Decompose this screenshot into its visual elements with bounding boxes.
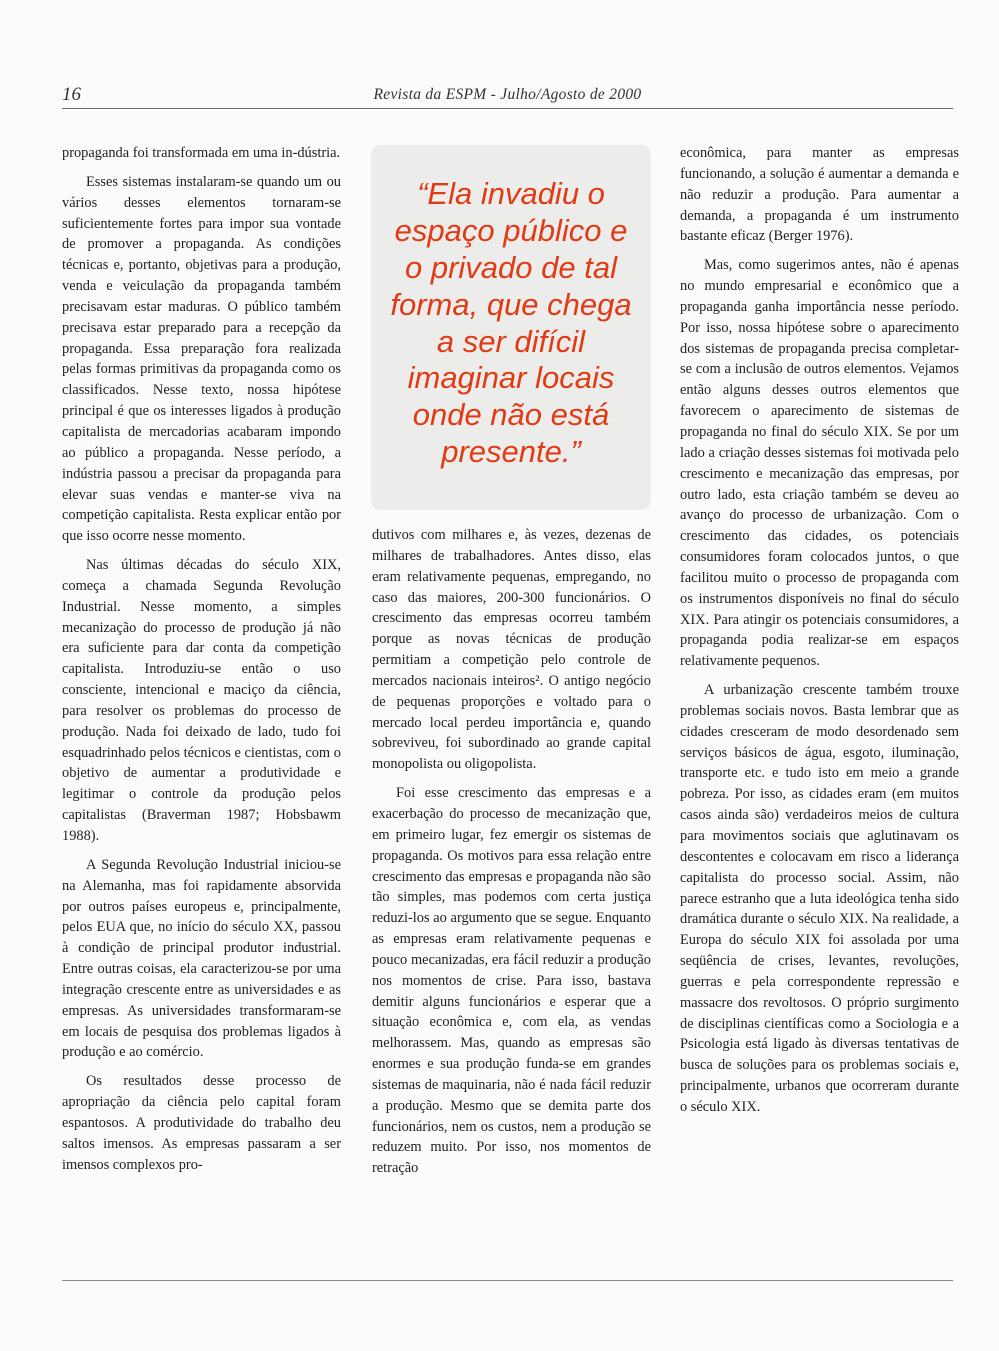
paragraph: econômica, para manter as empresas funcionando, a solução é aumentar a demanda e não reduzir a produção. Para aumentar a demanda, a propaganda é um instrumento bastante eficaz (Berger 1976). <box>680 145 959 245</box>
paragraph: A Segunda Revolução Industrial iniciou-se na Alemanha, mas foi rapidamente absorvida por outros países europeus e, principalmente, pelos EUA que, no início do século XX, passou à condição de principal produtor industrial. Entre outras coisas, ela caracterizou-se por uma integração crescente entre as universidades e as empresas. As universidades transformaram-se em locais de pesquisa dos problemas ligados à produção e ao comércio. <box>62 856 341 1061</box>
paragraph: Os resultados desse processo de apropriação da ciência pelo capital foram espantosos. A produtividade do trabalho deu saltos imensos. As empresas passaram a ser imensos complexos pro- <box>62 1073 341 1173</box>
running-title: Revista da ESPM - Julho/Agosto de 2000 <box>373 86 642 103</box>
page-number: 16 <box>62 84 81 105</box>
paragraph: dutivos com milhares e, às vezes, dezenas de milhares de trabalhadores. Antes disso, elas eram relativamente pequenas, empregando, no caso das maiores, 200-300 funcionários. O crescimento das empresas ocorreu também porque as novas técnicas de produção permitiam a competição pelo controle de mercados nacionais inteiros². O antigo negócio de pequenas proporções e voltado para o mercado local perdeu importância e, quando sobreviveu, foi subordinado ao grande capital monopolista ou oligopolista. <box>372 527 651 773</box>
page-header <box>62 82 953 109</box>
footer-divider <box>62 1280 953 1281</box>
paragraph: Foi esse crescimento das empresas e a exacerbação do processo de mecanização que, em primeiro lugar, fez emergir os sistemas de propaganda. Os motivos para essa relação entre crescimento das empresas e propaganda não são tão simples, mas podemos com certa justiça reduzi-los ao argumento que se segue. Enquanto as empresas eram relativamente pequenas e pouco mecanizadas, era fácil reduzir a produção nos momentos de crise. Para isso, bastava demitir alguns funcionários e esperar que a situação econômica e, com ela, as vendas melhorassem. Mas, quando as empresas são enormes e sua produção funda-se em grandes sistemas de maquinaria, não é nada fácil reduzir a produção. Mesmo que se demita parte dos funcionários, nem os custos, nem a produção se reduzem muito. Por isso, nos momentos de retração <box>372 785 651 1177</box>
paragraph: Nas últimas décadas do século XIX, começa a chamada Segunda Revolução Industrial. Nesse momento, a simples mecanização do processo de produção já não era suficiente para dar conta da competição capitalista. Introduziu-se então o uso consciente, intencional e maciço da ciência, para resolver os problemas do processo de produção. Nada foi deixado de lado, tudo foi esquadrinhado pelos técnicos e cientistas, com o objetivo de aumentar a produtividade e legitimar o controle da produção pelos capitalistas (Braverman 1987; Hobsbawm 1988). <box>62 557 341 844</box>
text-column-3 <box>680 143 959 1126</box>
paragraph: propaganda foi transformada em uma in-dústria. <box>62 145 341 161</box>
paragraph: A urbanização crescente também trouxe problemas sociais novos. Basta lembrar que as cidades cresceram de modo desordenado sem serviços básicos de água, esgoto, iluminação, transporte etc. e tudo isto em meio a grande pobreza. Por isso, as cidades eram (em muitos casos ainda são) verdadeiros meios de cultura para movimentos sociais que aglutinavam os descontentes e colocavam em risco a liderança capitalista do processo social. Assim, não parece estranho que a luta ideológica tenha sido dramática durante o século XIX. Na realidade, a Europa do século XIX foi assolada por uma seqüência de crises, levantes, revoluções, guerras e pela correspondente repressão e massacre dos revoltosos. O próprio surgimento de disciplinas científicas como a Sociologia e a Psicologia está ligado às diversas tentativas de busca de soluções para os problemas sociais e, principalmente, urbanos que ocorreram durante o século XIX. <box>680 682 959 1115</box>
text-column-2 <box>372 525 651 1187</box>
paragraph: Mas, como sugerimos antes, não é apenas no mundo empresarial e econômico que a propaganda ganha importância nesse período. Por isso, nossa hipótese sobre o aparecimento dos sistemas de propaganda precisa completar-se com a inclusão de outros elementos. Vejamos então alguns desses outros elementos que favorecem o aparecimento de sistemas de propaganda no final do século XIX. Se por um lado a criação desses sistemas foi motivada pelo crescimento e mecanização das empresas, por outro lado, esta criação também se deveu ao avanço do processo de urbanização. Com o crescimento das cidades, os potenciais consumidores foram colocados juntos, o que facilitou muito o processo de propaganda com os instrumentos disponíveis no final do século XIX. Para atingir os potenciais consumidores, a propaganda podia realizar-se em espaços relativamente pequenos. <box>680 257 959 670</box>
pull-quote: “Ela invadiu o espaço público e o privado de tal forma, que chega a ser difícil imaginar locais onde não está presente.” <box>390 176 632 469</box>
paragraph: Esses sistemas instalaram-se quando um ou vários desses elementos tornaram-se suficientemente fortes para impor sua vontade de promover a propaganda. As condições técnicas e, portanto, objetivas para a produção, venda e veiculação da propaganda também precisavam estar maduras. O público também precisava estar preparado para a recepção da propaganda. Essa preparação fora realizada pelas formas primitivas da propaganda como os classificados. Nesse texto, nossa hipótese principal é que os interesses ligados à produção capitalista de mercadorias acabaram impondo ao público a propaganda. Nesse período, a indústria passou a precisar da propaganda para elevar suas vendas e manter-se viva na competição capitalista. Resta explicar então por que isso ocorre nesse momento. <box>62 173 341 545</box>
pull-quote-box <box>371 145 651 510</box>
text-column-1 <box>62 143 341 1184</box>
